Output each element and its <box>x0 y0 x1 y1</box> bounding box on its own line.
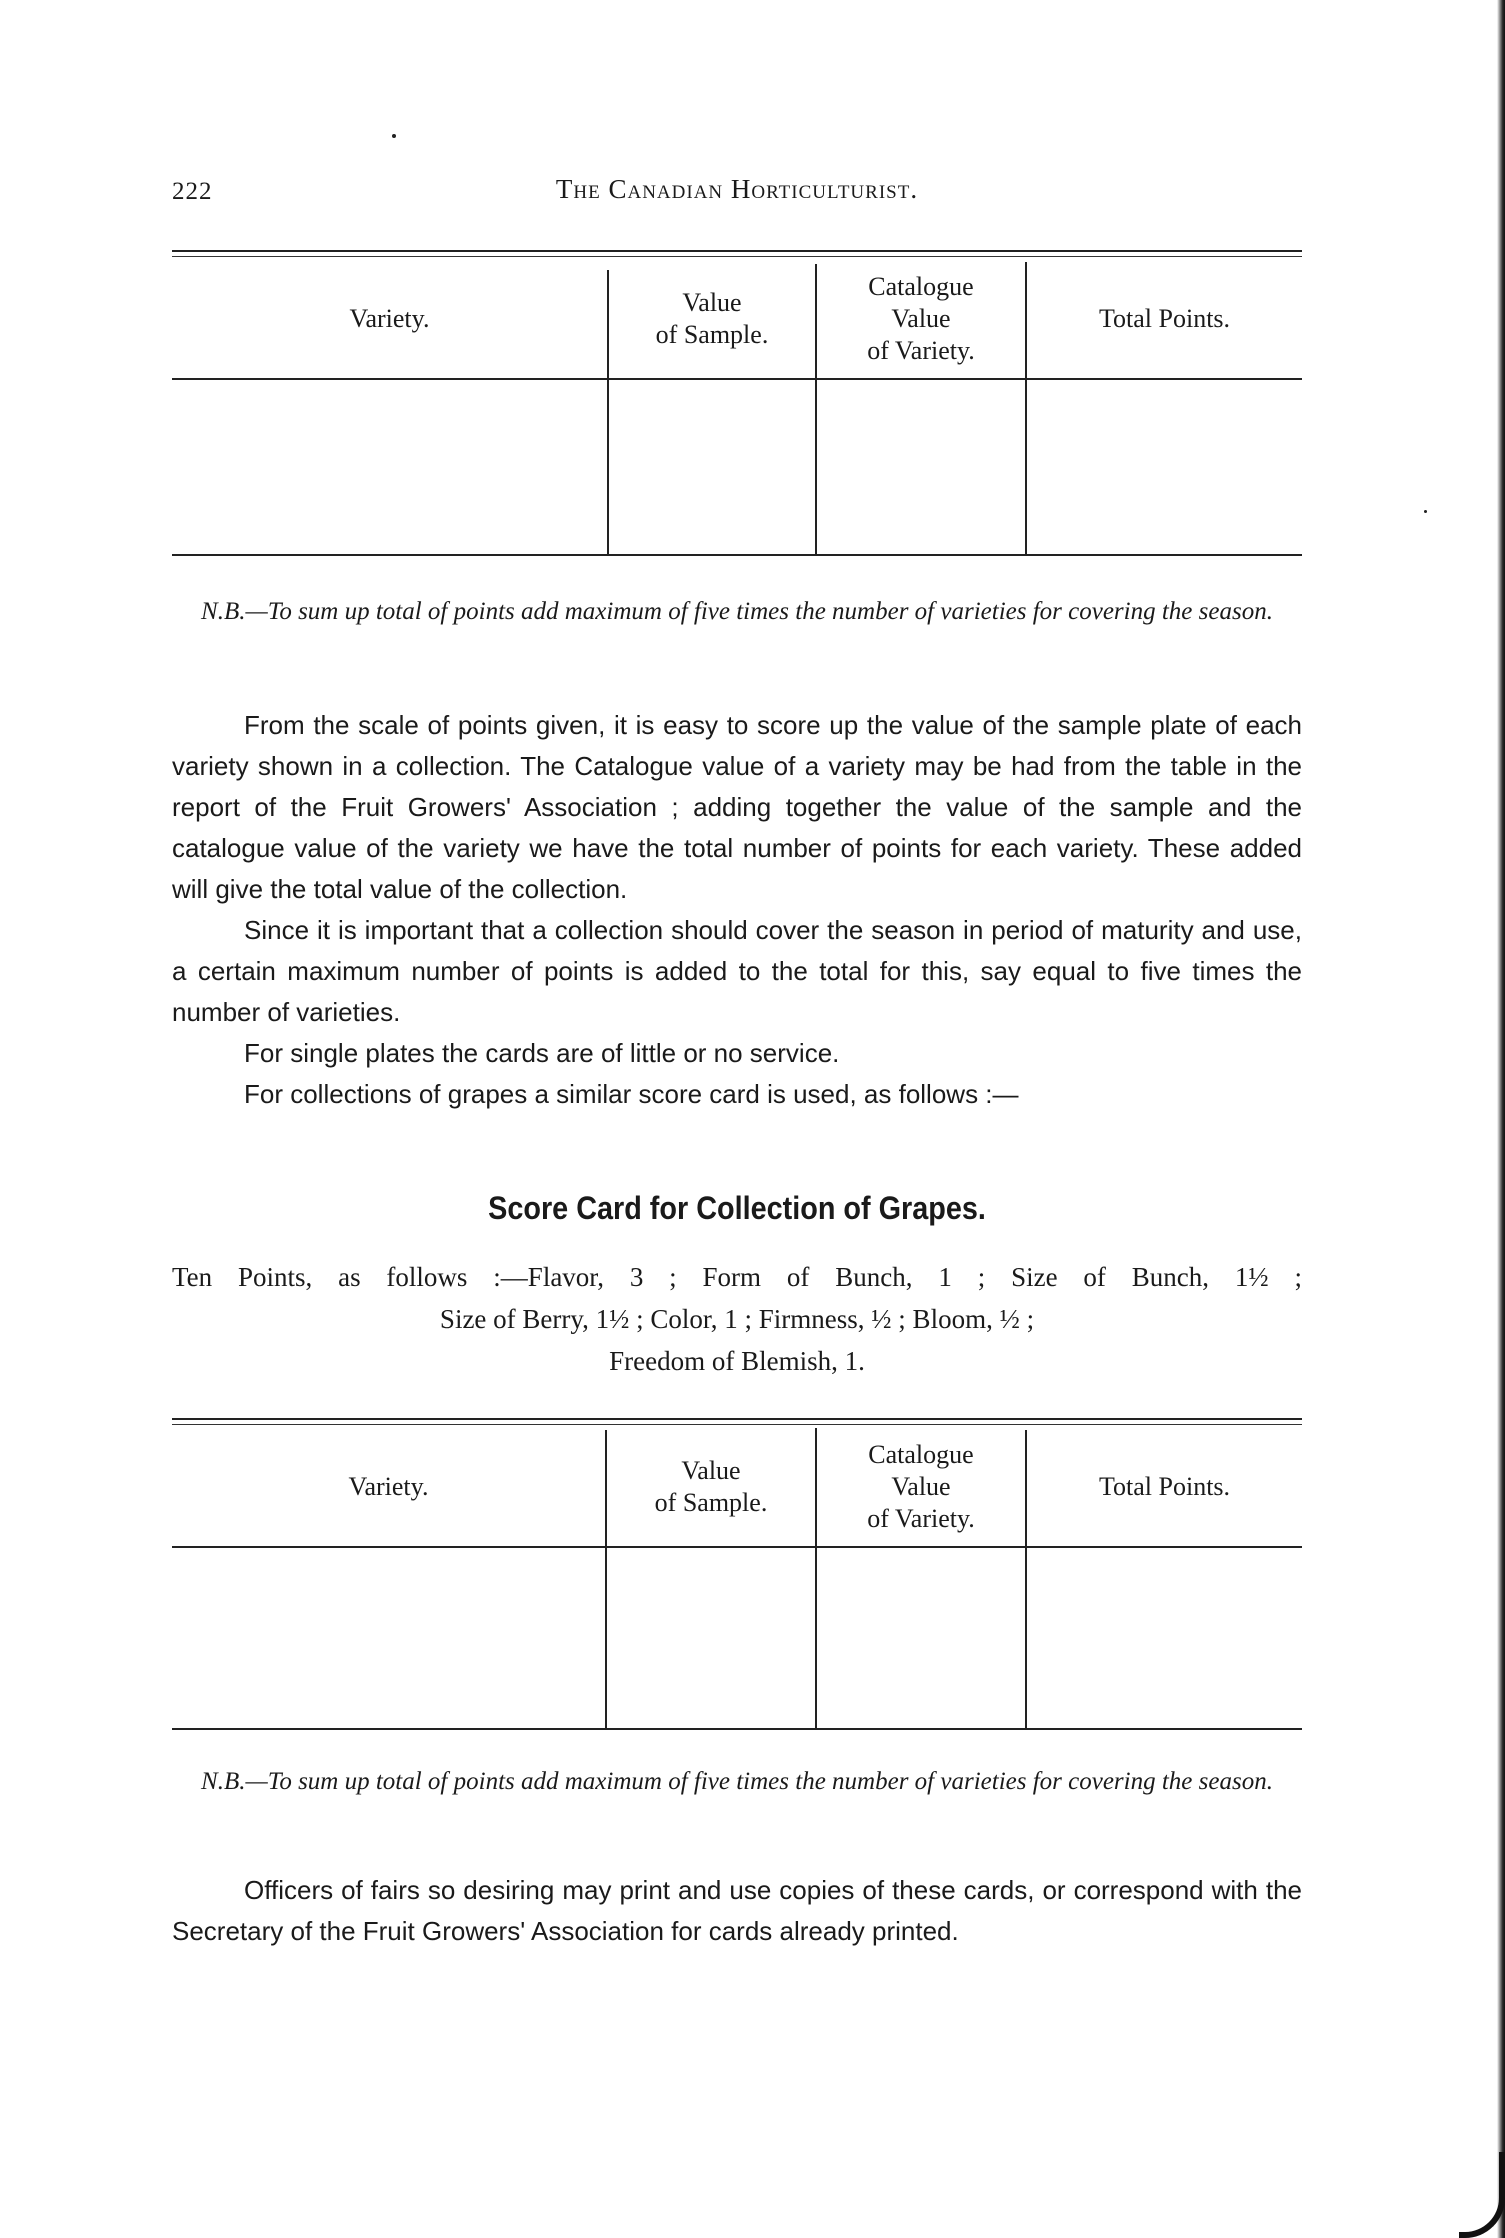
column-header-total-points: Total Points. <box>1098 304 1231 333</box>
paragraph: From the scale of points given, it is easy to score up the value of the sample plate of each variety shown in a collection. The Catalogue value of a variety may be had from the table in the report of the Fruit Growers' Association ; adding together the value of the sample and the catalogue value of the variety we have the total number of points for each variety. These added will give the total value of the collection. <box>172 710 1302 904</box>
table-header-rule <box>172 378 1302 380</box>
paragraph: For collections of grapes a similar score card is used, as follows :— <box>244 1079 1019 1109</box>
paragraph: For single plates the cards are of little or no service. <box>244 1038 840 1068</box>
points-line: Size of Berry, 1½ ; Color, 1 ; Firmness, ½ ; Bloom, ½ ; <box>439 1304 1035 1334</box>
column-header-catalogue-value: Catalogue Value of Variety. <box>867 1440 975 1533</box>
closing-text <box>172 1870 1302 1952</box>
table-bottom-rule <box>172 554 1302 556</box>
section-heading: Score Card for Collection of Grapes. <box>488 1190 986 1226</box>
column-header-total-points: Total Points. <box>1098 1472 1231 1501</box>
print-speck <box>1424 510 1427 513</box>
column-header-variety: Variety. <box>349 304 430 333</box>
column-header-catalogue-value: Catalogue Value of Variety. <box>867 272 975 365</box>
page-edge <box>1497 0 1505 2238</box>
print-speck <box>392 134 396 138</box>
nb-note: N.B.—To sum up total of points add maximum of five times the number of varieties for covering the season. <box>201 598 1273 625</box>
table-top-rule <box>172 256 1302 257</box>
closing-paragraph: Officers of fairs so desiring may print and use copies of these cards, or correspond with the Secretary of the Fruit Growers' Association for cards already printed. <box>172 1875 1302 1946</box>
points-list <box>172 1256 1302 1382</box>
table-top-rule <box>172 250 1302 252</box>
grapes-score-card-table <box>172 1418 1302 1734</box>
points-line: Freedom of Blemish, 1. <box>609 1346 865 1376</box>
table-header-rule <box>172 1546 1302 1548</box>
column-header-value-of-sample: Value of Sample. <box>654 1456 768 1517</box>
body-text <box>172 705 1302 1115</box>
table-top-rule <box>172 1424 1302 1425</box>
page-number: 222 <box>172 178 213 205</box>
table-top-rule <box>172 1418 1302 1420</box>
score-card-table <box>172 250 1302 560</box>
points-line: Ten Points, as follows :—Flavor, 3 ; Form of Bunch, 1 ; Size of Bunch, 1½ ; <box>172 1262 1302 1292</box>
paragraph: Since it is important that a collection should cover the season in period of maturity and use, a certain maximum number of points is added to the total for this, say equal to five times the number of varieties. <box>172 915 1302 1027</box>
column-header-variety: Variety. <box>348 1472 429 1501</box>
page-header <box>172 174 1302 228</box>
table-bottom-rule <box>172 1728 1302 1730</box>
nb-note: N.B.—To sum up total of points add maximum of five times the number of varieties for covering the season. <box>201 1768 1273 1795</box>
running-title: The Canadian Horticulturist. <box>555 174 919 204</box>
column-header-value-of-sample: Value of Sample. <box>655 288 769 349</box>
